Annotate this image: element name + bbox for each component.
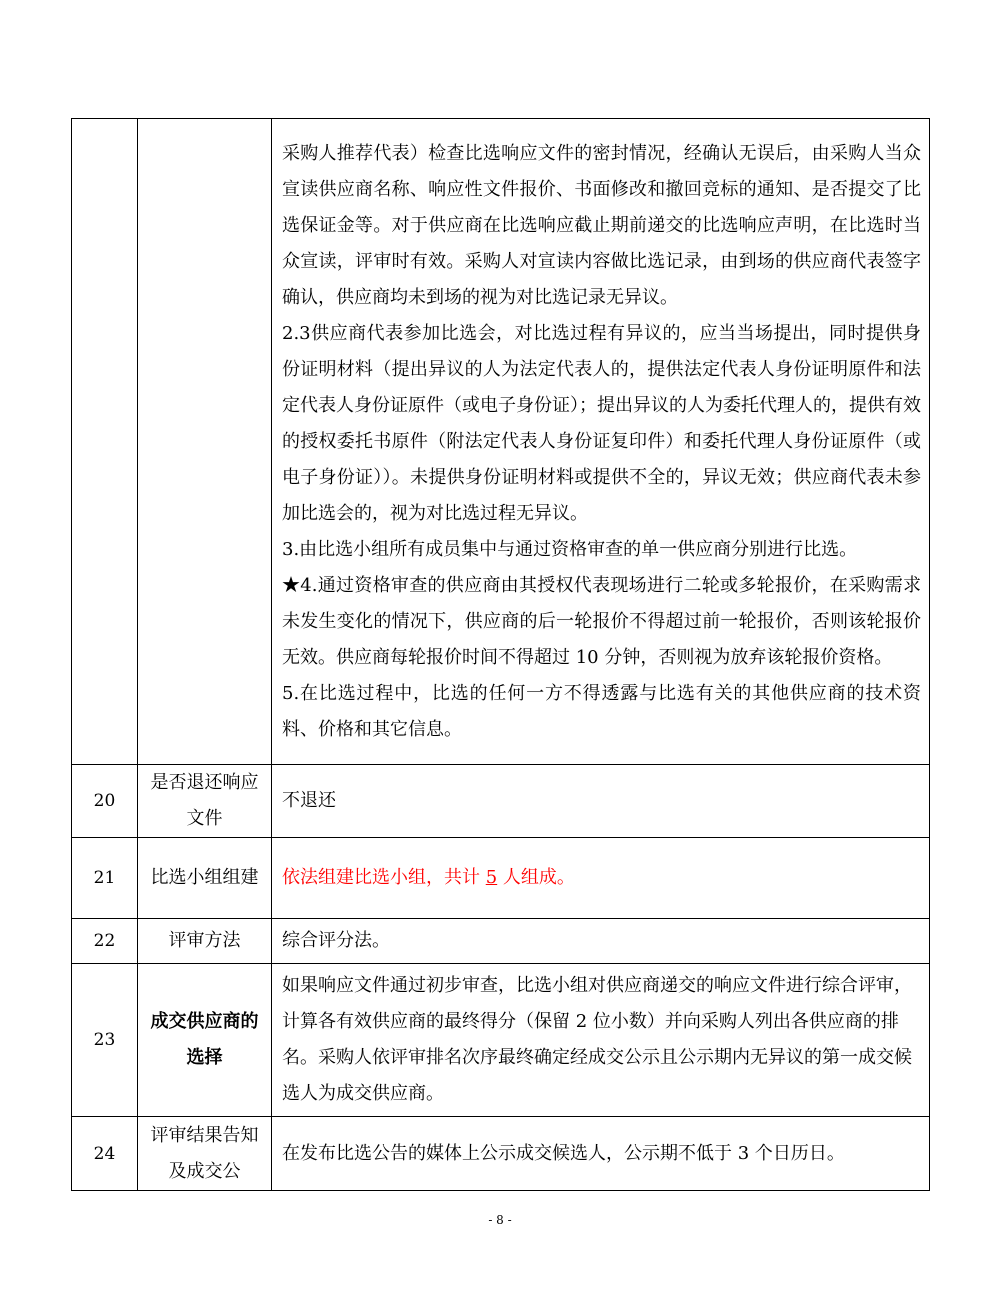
row-number: 24 xyxy=(72,1117,138,1191)
row-content: 在发布比选公告的媒体上公示成交候选人，公示期不低于 3 个日历日。 xyxy=(272,1117,930,1191)
row-number: 21 xyxy=(72,838,138,919)
row-content: 如果响应文件通过初步审查，比选小组对供应商递交的响应文件进行综合评审，计算各有效供应商的最终得分（保留 2 位小数）并向采购人列出各供应商的排名。采购人依评审排名次序最终确定经成交公示且公示期内无异议的第一成交候选人为成交供应商。 xyxy=(272,964,930,1117)
page-number: - 8 - xyxy=(488,1213,512,1227)
row-content xyxy=(272,838,930,919)
paragraph: 采购人推荐代表）检查比选响应文件的密封情况，经确认无误后，由采购人当众宣读供应商名称、响应性文件报价、书面修改和撤回竞标的通知、是否提交了比选保证金等。对于供应商在比选响应截止期前递交的比选响应声明，在比选时当众宣读，评审时有效。采购人对宣读内容做比选记录，由到场的供应商代表签字确认，供应商均未到场的视为对比选记录无异议。 xyxy=(282,142,921,308)
paragraph: ★4.通过资格审查的供应商由其授权代表现场进行二轮或多轮报价，在采购需求未发生变化的情况下，供应商的后一轮报价不得超过前一轮报价，否则该轮报价无效。供应商每轮报价时间不得超过 10 分钟，否则视为放弃该轮报价资格。 xyxy=(282,574,921,668)
row-number: 22 xyxy=(72,919,138,964)
row-label: 评审方法 xyxy=(138,919,272,964)
row-label: 成交供应商的选择 xyxy=(138,964,272,1117)
paragraph: 3.由比选小组所有成员集中与通过资格审查的单一供应商分别进行比选。 xyxy=(282,538,858,560)
row-number xyxy=(72,119,138,765)
row-number: 20 xyxy=(72,765,138,838)
row-label: 比选小组组建 xyxy=(138,838,272,919)
table-row xyxy=(72,119,930,765)
table-row xyxy=(72,964,930,1117)
table-row xyxy=(72,1117,930,1191)
row-content: 不退还 xyxy=(272,765,930,838)
paragraph: 5.在比选过程中，比选的任何一方不得透露与比选有关的其他供应商的技术资料、价格和其它信息。 xyxy=(282,682,921,740)
row-content xyxy=(272,119,930,765)
table-row xyxy=(72,838,930,919)
requirements-table xyxy=(71,118,930,1191)
paragraph: 2.3供应商代表参加比选会，对比选过程有异议的，应当当场提出，同时提供身份证明材料（提出异议的人为法定代表人的，提供法定代表人身份证明原件和法定代表人身份证原件（或电子身份证）；提出异议的人为委托代理人的，提供有效的授权委托书原件（附法定代表人身份证复印件）和委托代理人身份证原件（或电子身份证））。未提供身份证明材料或提供不全的，异议无效；供应商代表未参加比选会的，视为对比选过程无异议。 xyxy=(282,322,921,524)
row-content: 综合评分法。 xyxy=(272,919,930,964)
row-label xyxy=(138,119,272,765)
row-label: 评审结果告知及成交公 xyxy=(138,1117,272,1191)
member-count: 5 xyxy=(485,867,498,888)
text-segment: 依法组建比选小组，共计 xyxy=(282,867,486,888)
text-segment: 人组成。 xyxy=(497,867,575,888)
table-row xyxy=(72,765,930,838)
table-row xyxy=(72,919,930,964)
row-number: 23 xyxy=(72,964,138,1117)
row-label: 是否退还响应文件 xyxy=(138,765,272,838)
